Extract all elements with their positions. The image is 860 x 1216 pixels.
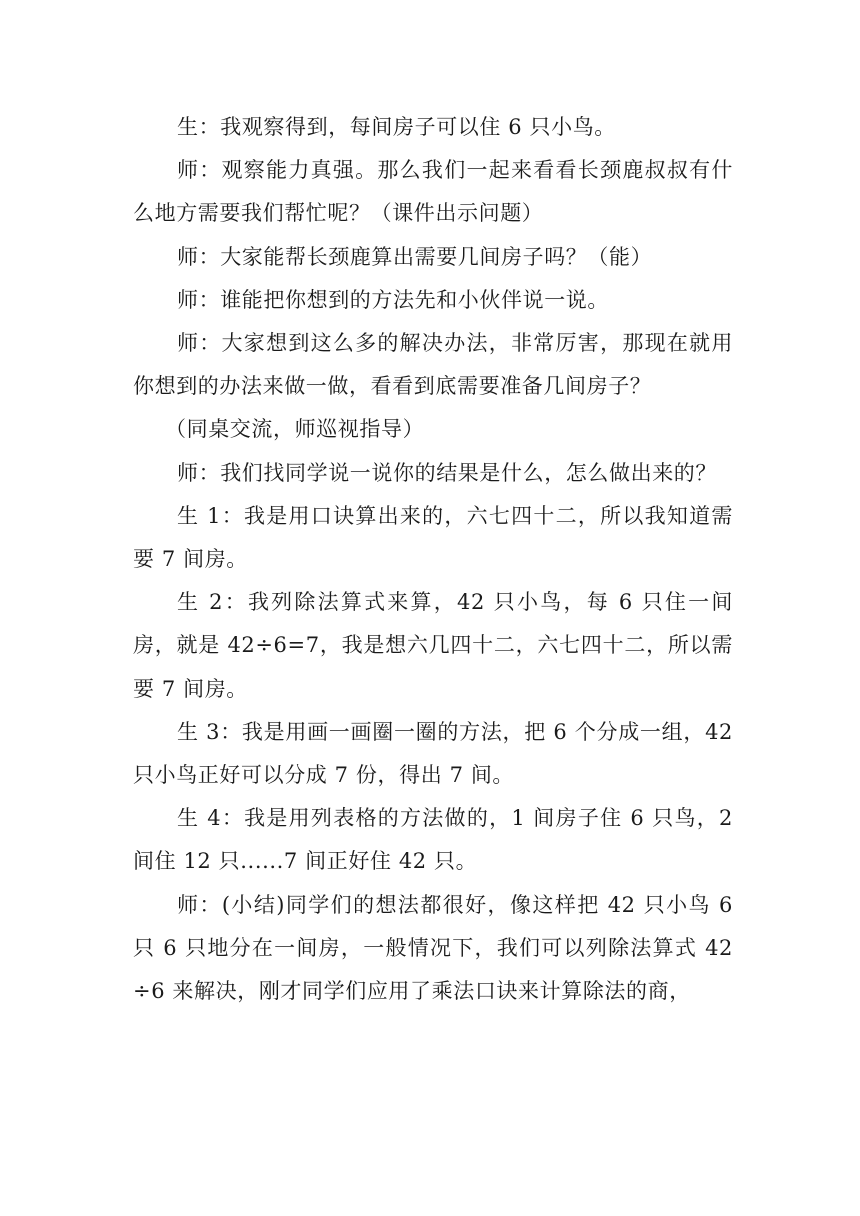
paragraph-student-2: 生 2：我列除法算式来算，42 只小鸟，每 6 只住一间房，就是 42÷6=7，我是想六几四十二，六七四十二，所以需要 7 间房。 [133, 590, 733, 701]
document-body [133, 106, 733, 1013]
paragraph-teacher-giraffe-question: 师：观察能力真强。那么我们一起来看看长颈鹿叔叔有什么地方需要我们帮忙呢？（课件出示问题） [133, 158, 733, 226]
paragraph-teacher-share-method: 师：谁能把你想到的方法先和小伙伴说一说。 [177, 287, 609, 312]
paragraph-student-1: 生 1：我是用口诀算出来的，六七四十二，所以我知道需要 7 间房。 [133, 503, 733, 572]
paragraph-teacher-ask-result: 师：我们找同学说一说你的结果是什么，怎么做出来的？ [177, 460, 717, 485]
paragraph-student-4: 生 4：我是用列表格的方法做的，1 间房子住 6 只鸟，2 间住 12 只......7 间正好住 42 只。 [133, 806, 733, 874]
paragraph-desk-exchange: （同桌交流，师巡视指导） [165, 417, 425, 442]
paragraph-student-observation: 生：我观察得到，每间房子可以住 6 只小鸟。 [177, 115, 616, 139]
paragraph-teacher-summary: 师：(小结)同学们的想法都很好，像这样把 42 只小鸟 6 只 6 只地分在一间房，一般情况下，我们可以列除法算式 42÷6 来解决，刚才同学们应用了乘法口诀来计算除法的商， [133, 892, 733, 1004]
paragraph-teacher-try-it: 师：大家想到这么多的解决办法，非常厉害，那现在就用你想到的办法来做一做，看看到底需要准备几间房子？ [133, 331, 733, 399]
paragraph-student-3: 生 3：我是用画一画圈一圈的方法，把 6 个分成一组，42 只小鸟正好可以分成 7 份，得出 7 间。 [133, 719, 733, 788]
paragraph-teacher-how-many-rooms: 师：大家能帮长颈鹿算出需要几间房子吗？（能） [177, 244, 653, 269]
